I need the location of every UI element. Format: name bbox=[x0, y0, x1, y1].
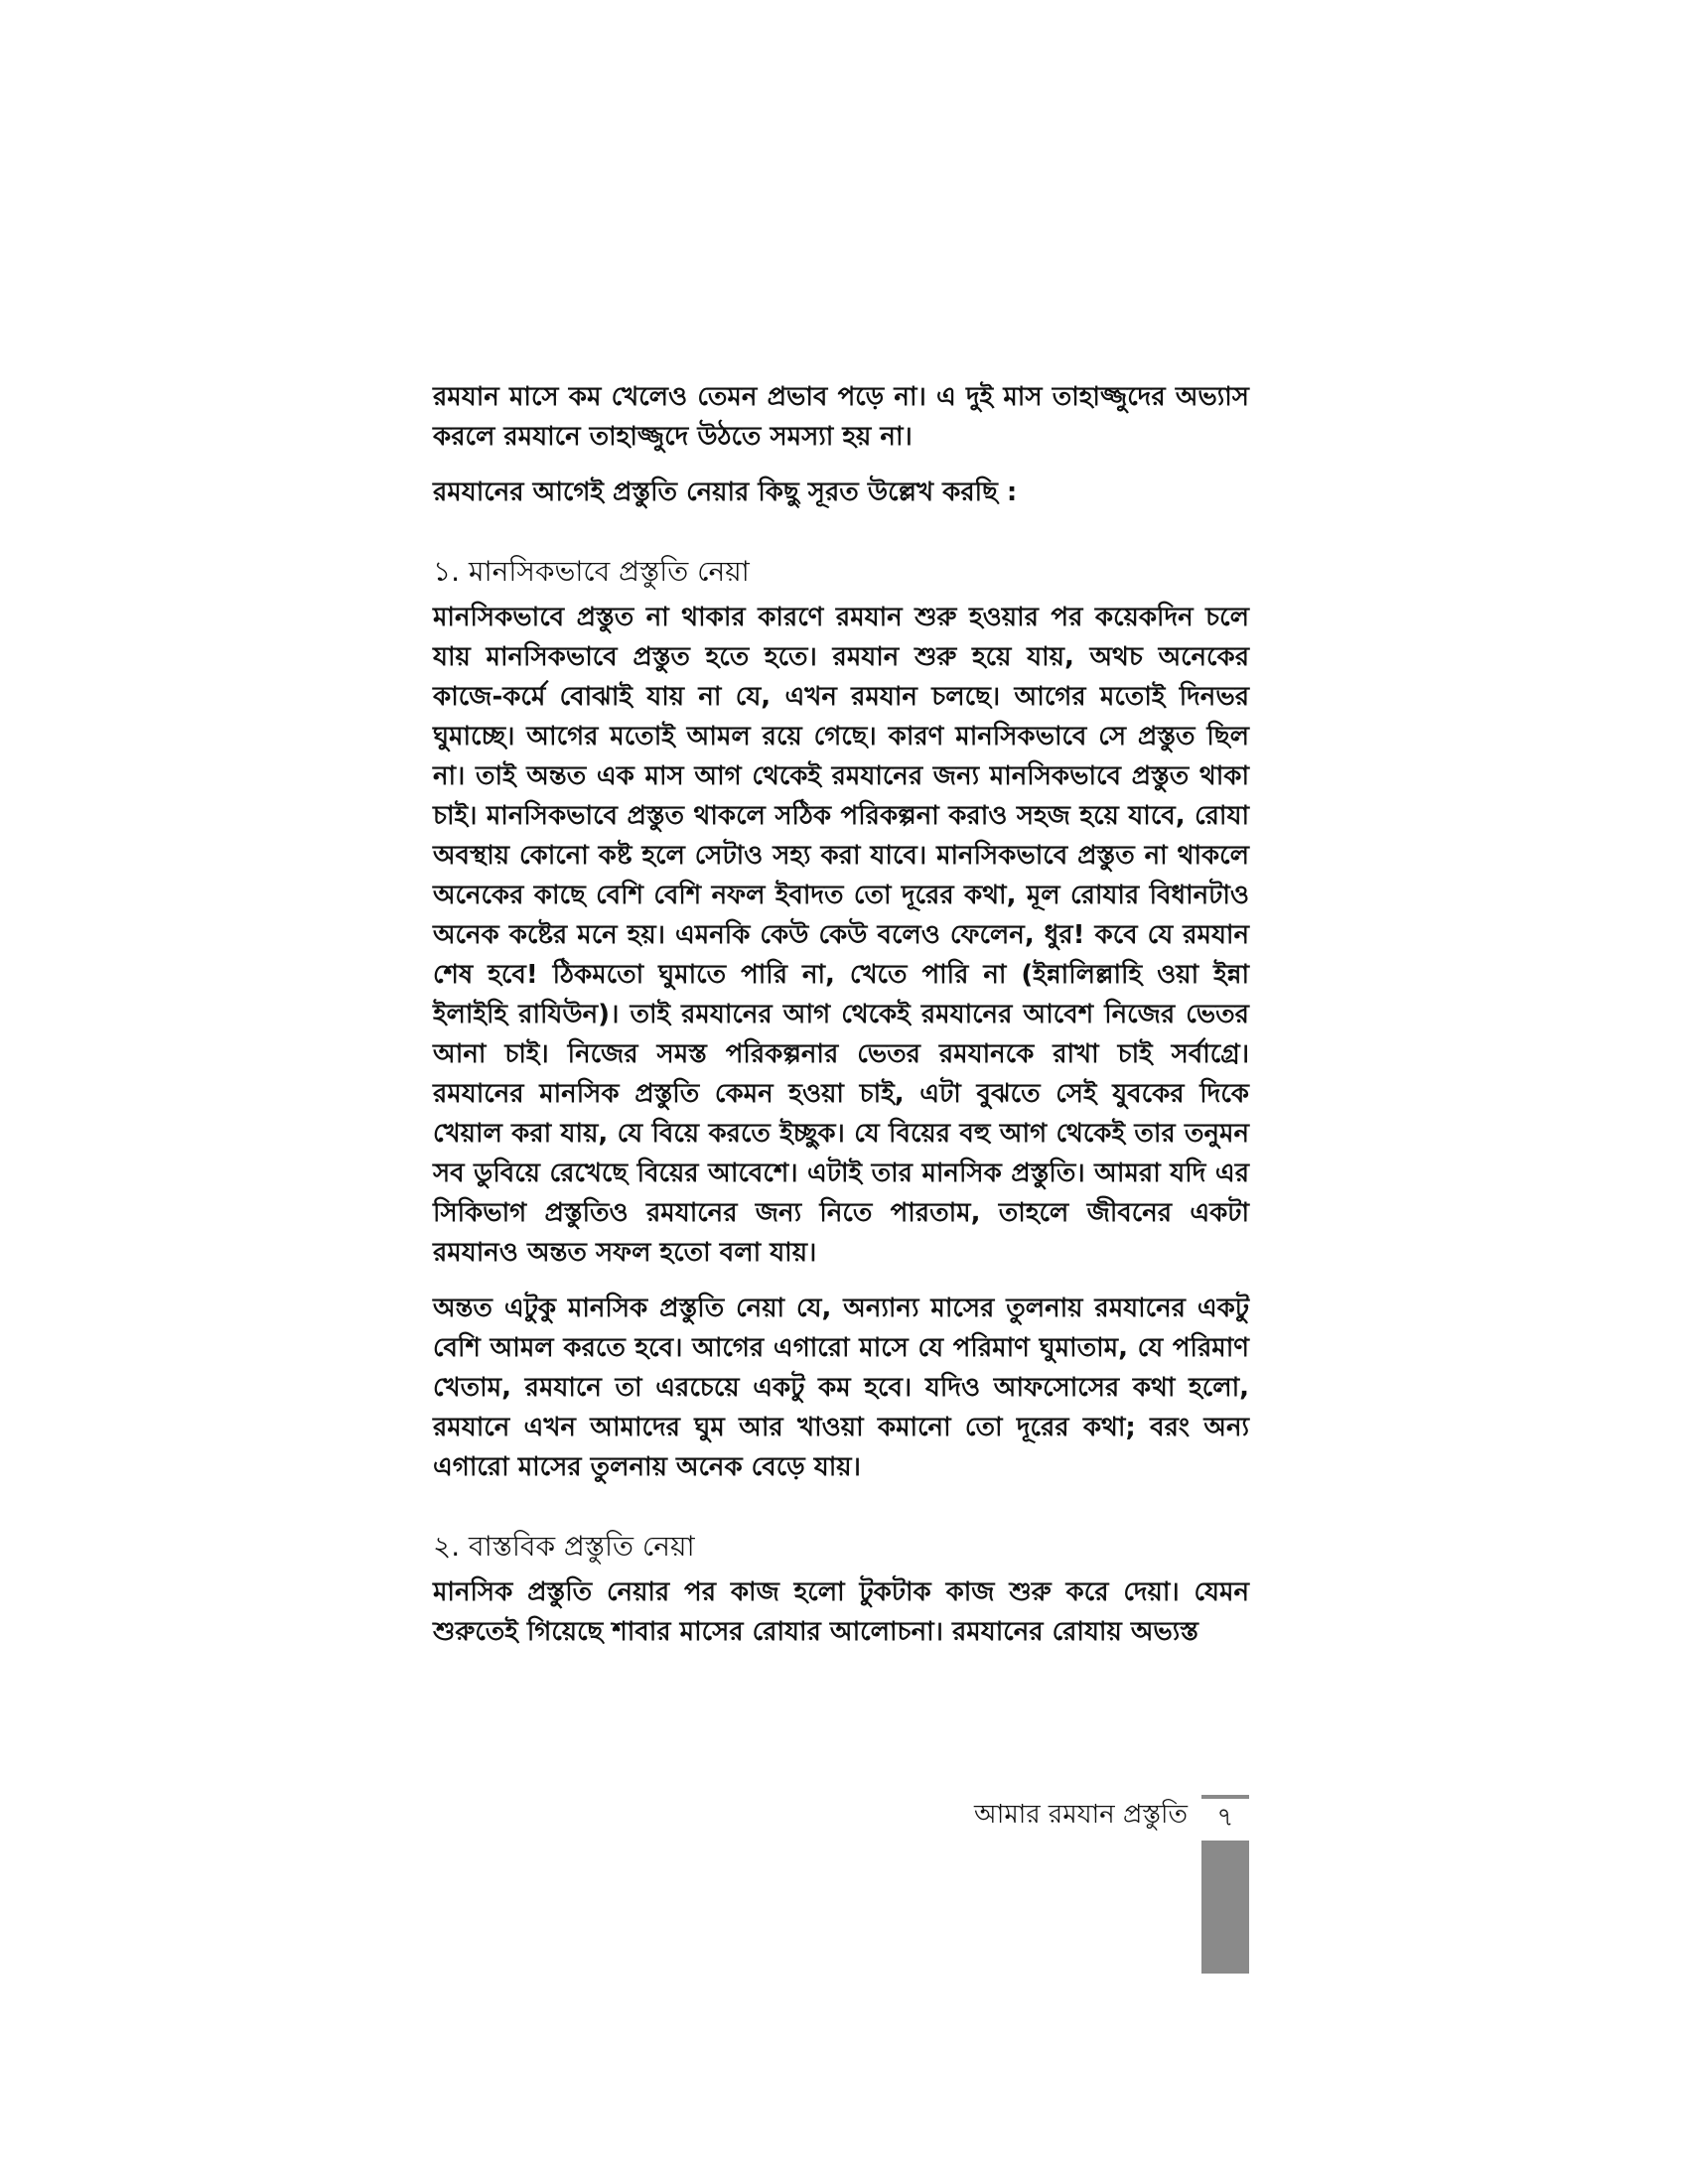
page-number-tab bbox=[1201, 1795, 1249, 1974]
section-mental-preparation bbox=[433, 552, 1249, 1487]
page-body bbox=[433, 377, 1249, 1668]
intro-lead: রমযানের আগেই প্রস্তুতি নেয়ার কিছু সূরত উল্লেখ করছি : bbox=[433, 478, 1018, 507]
section-paragraph: মানসিকভাবে প্রস্তুত না থাকার কারণে রমযান শুরু হওয়ার পর কয়েকদিন চলে যায় মানসিকভাবে প্রস্তুত হতে হতে। রমযান শুরু হয়ে যায়, অথচ অনেকের কাজে-কর্মে বোঝাই যায় না যে, এখন রমযান চলছে। আগের মতোই দিনভর ঘুমাচ্ছে। আগের মতোই আমল রয়ে গেছে। কারণ মানসিকভাবে সে প্রস্তুত ছিল না। তাই অন্তত এক মাস আগ থেকেই রমযানের জন্য মানসিকভাবে প্রস্তুত থাকা চাই। মানসিকভাবে প্রস্তুত থাকলে সঠিক পরিকল্পনা করাও সহজ হয়ে যাবে, রোযা অবস্থায় কোনো কষ্ট হলে সেটাও সহ্য করা যাবে। মানসিকভাবে প্রস্তুত না থাকলে অনেকের কাছে বেশি বেশি নফল ইবাদত তো দূরের কথা, মূল রোযার বিধানটাও অনেক কষ্টের মনে হয়। এমনকি কেউ কেউ বলেও ফেলেন, ধুর! কবে যে রমযান শেষ হবে! ঠিকমতো ঘুমাতে পারি না, খেতে পারি না (ইন্নালিল্লাহি ওয়া ইন্না ইলাইহি রাযিউন)। তাই রমযানের আগ থেকেই রমযানের আবেশ নিজের ভেতর আনা চাই। নিজের সমস্ত পরিকল্পনার ভেতর রমযানকে রাখা চাই সর্বাগ্রে। রমযানের মানসিক প্রস্তুতি কেমন হওয়া চাই, এটা বুঝতে সেই যুবকের দিকে খেয়াল করা যায়, যে বিয়ে করতে ইচ্ছুক। যে বিয়ের বহু আগ থেকেই তার তনুমন সব ডুবিয়ে রেখেছে বিয়ের আবেশে। এটাই তার মানসিক প্রস্তুতি। আমরা যদি এর সিকিভাগ প্রস্তুতিও রমযানের জন্য নিতে পারতাম, তাহলে জীবনের একটা রমযানও অন্তত সফল হতো বলা যায়। bbox=[433, 603, 1249, 1268]
page-tab-rule bbox=[1201, 1795, 1249, 1799]
section-paragraph: অন্তত এটুকু মানসিক প্রস্তুতি নেয়া যে, অন্যান্য মাসের তুলনায় রমযানের একটু বেশি আমল করতে হবে। আগের এগারো মাসে যে পরিমাণ ঘুমাতাম, যে পরিমাণ খেতাম, রমযানে তা এরচেয়ে একটু কম হবে। যদিও আফসোসের কথা হলো, রমযানে এখন আমাদের ঘুম আর খাওয়া কমানো তো দূরের কথা; বরং অন্য এগারো মাসের তুলনায় অনেক বেড়ে যায়। bbox=[433, 1294, 1249, 1482]
running-footer-title: আমার রমযান প্রস্তুতি bbox=[974, 1800, 1188, 1830]
page-tab-block bbox=[1201, 1841, 1249, 1974]
section-practical-preparation bbox=[433, 1527, 1249, 1652]
section-heading: ১. মানসিকভাবে প্রস্তুতি নেয়া bbox=[433, 555, 750, 588]
section-heading: ২. বাস্তবিক প্রস্তুতি নেয়া bbox=[433, 1530, 695, 1563]
intro-paragraph: রমযান মাসে কম খেলেও তেমন প্রভাব পড়ে না। এ দুই মাস তাহাজ্জুদের অভ্যাস করলে রমযানে তাহাজ্জুদে উঠতে সমস্যা হয় না। bbox=[433, 382, 1249, 452]
page-number: ৭ bbox=[1216, 1803, 1234, 1833]
section-paragraph: মানসিক প্রস্তুতি নেয়ার পর কাজ হলো টুকটাক কাজ শুরু করে দেয়া। যেমন শুরুতেই গিয়েছে শাবার মাসের রোযার আলোচনা। রমযানের রোযায় অভ্যস্ত bbox=[433, 1577, 1249, 1647]
